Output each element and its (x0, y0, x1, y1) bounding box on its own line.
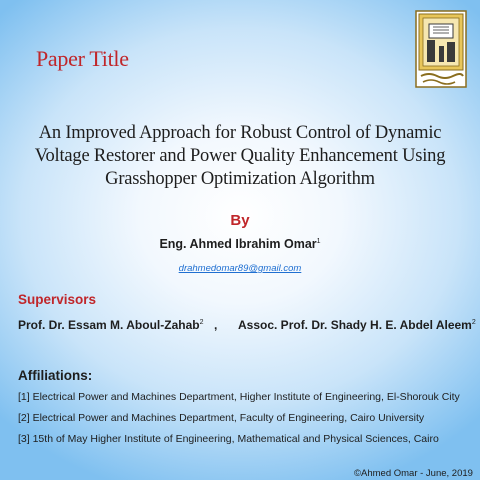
paper-title-line-2: Voltage Restorer and Power Quality Enhancement Using (34, 146, 446, 166)
affiliation-item: [2] Electrical Power and Machines Department, Faculty of Engineering, Cairo University (18, 412, 425, 424)
supervisor-2 (238, 318, 476, 332)
paper-title (20, 122, 460, 191)
supervisors-heading: Supervisors (18, 292, 97, 307)
author-affiliation-mark: 1 (316, 237, 321, 245)
supervisor-1-name: Prof. Dr. Essam M. Aboul-Zahab (18, 318, 200, 332)
affiliations-heading: Affiliations: (18, 368, 93, 383)
author-name-text: Eng. Ahmed Ibrahim Omar (159, 237, 317, 251)
by-label: By (230, 212, 250, 229)
paper-title-line-1: An Improved Approach for Robust Control of Dynamic (38, 123, 442, 143)
copyright-footer: ©Ahmed Omar - June, 2019 (354, 468, 473, 479)
supervisor-1 (18, 318, 204, 332)
university-seal-icon (415, 10, 467, 88)
paper-title-line-3: Grasshopper Optimization Algorithm (105, 169, 375, 189)
supervisor-1-affiliation-mark: 2 (199, 319, 204, 326)
supervisor-2-name: Assoc. Prof. Dr. Shady H. E. Abdel Aleem (238, 318, 472, 332)
affiliation-item: [3] 15th of May Higher Institute of Engineering, Mathematical and Physical Sciences, Cairo (18, 433, 439, 445)
author-email-link[interactable]: drahmedomar89@gmail.com (178, 263, 302, 274)
author-name (0, 237, 480, 251)
supervisor-separator: , (214, 318, 218, 332)
paper-title-label: Paper Title (36, 46, 129, 71)
supervisor-2-affiliation-mark: 2 (471, 319, 476, 326)
affiliation-item: [1] Electrical Power and Machines Department, Higher Institute of Engineering, El-Shorouk City (18, 391, 460, 403)
